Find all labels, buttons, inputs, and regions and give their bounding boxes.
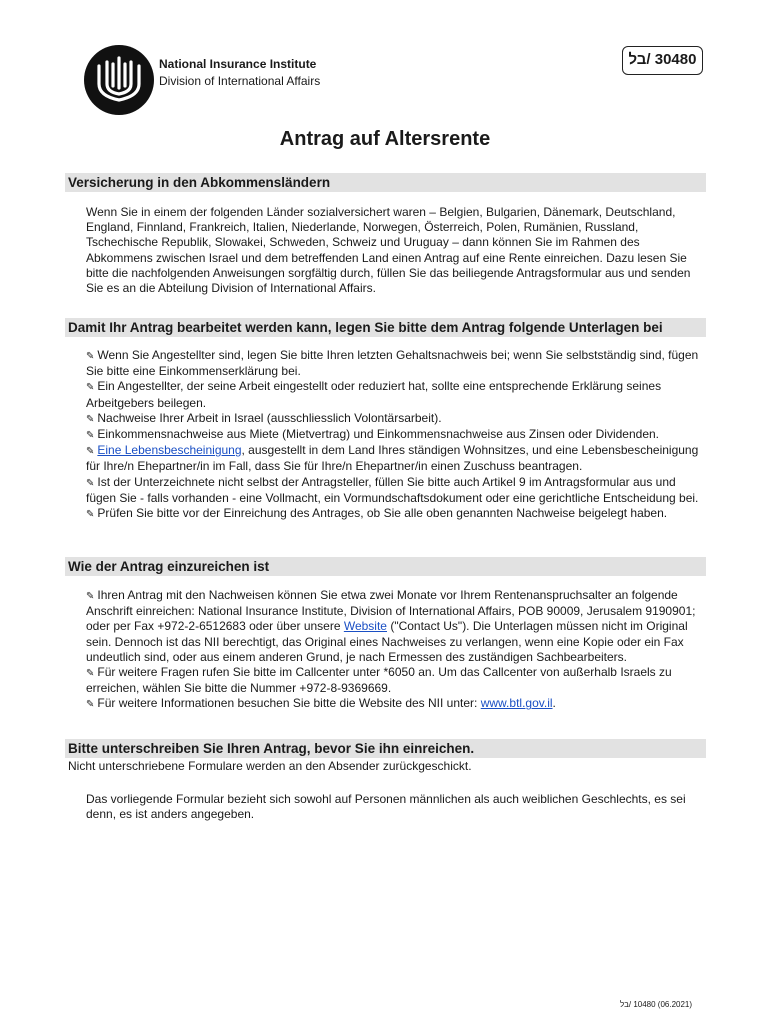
btl-website-link[interactable]: www.btl.gov.il <box>480 696 553 711</box>
list-item: ✎ Nachweise Ihrer Arbeit in Israel (ausschliesslich Volontärsarbeit). <box>86 410 442 425</box>
pencil-icon: ✎ <box>86 430 95 442</box>
submission-list <box>86 588 708 713</box>
life-certificate-link[interactable]: Eine Lebensbescheinigung <box>97 443 242 458</box>
list-item: ✎ Ihren Antrag mit den Nachweisen können Sie etwa zwei Monate vor Ihrem Rentenanspruchsalter an folgende Anschrift einreichen: National Insurance Institute, Division of International Affairs, POB 90009, Jerusalem 9190901; oder per Fax +972-2-6512683 oder über unsere Website ("Contact Us"). Die Unterlagen müssen nicht im Original sein. Dennoch ist das NII berechtigt, das Original eines Nachweises zu verlangen, wenn eine Kopie oder ein Fax undeutlich sind, oder aus einem anderen Grund, je nach Ermessen des zuständigen Sachbearbeiters. <box>86 588 696 664</box>
pencil-icon: ✎ <box>86 668 95 680</box>
pencil-icon: ✎ <box>86 591 95 602</box>
list-item: ✎ Für weitere Informationen besuchen Sie bitte die Website des NII unter: www.btl.gov.il. <box>86 696 556 711</box>
form-number-badge: 30480 /בל <box>622 46 703 75</box>
list-item: ✎ Ist der Unterzeichnete nicht selbst der Antragsteller, füllen Sie bitte auch Artikel 9 im Antragsformular aus und fügen Sie - falls vorhanden - eine Vollmacht, ein Vormundschaftsdokument oder eine gerichtliche Entscheidung bei. <box>86 474 699 505</box>
gender-note: Das vorliegende Formular bezieht sich sowohl auf Personen männlichen als auch weiblichen Geschlechts, es sei denn, es ist anders angegeben. <box>86 792 686 822</box>
list-item: ✎ Für weitere Fragen rufen Sie bitte im Callcenter unter *6050 an. Um das Callcenter von außerhalb Israels zu erreichen, wählen Sie bitte die Nummer +972-8-9369669. <box>86 665 672 696</box>
pencil-icon: ✎ <box>86 509 95 521</box>
section-heading-signature: Bitte unterschreiben Sie Ihren Antrag, bevor Sie ihn einreichen. <box>65 739 706 758</box>
intro-paragraph: Wenn Sie in einem der folgenden Länder sozialversichert waren – Belgien, Bulgarien, Dänemark, Deutschland, England, Finnland, Frankreich, Italien, Niederlande, Norwegen, Österreich, Polen, Rumänien, Russland, Tschechische Republik, Slowakei, Schweden, Schweiz und Uruguay – dann können Sie im Rahmen des Abkommens zwischen Israel und dem betreffenden Land einen Antrag auf eine Rente einreichen. Dazu lesen Sie bitte die nachfolgenden Anweisungen sorgfältig durch, füllen Sie das beiliegende Antragsformular aus und senden Sie es an die Abteilung Division of International Affairs. <box>86 205 691 296</box>
pencil-icon: ✎ <box>86 351 95 362</box>
footer-form-code: (06.2021) 10480 /בל <box>620 1000 693 1009</box>
documents-list <box>86 348 708 522</box>
pencil-icon: ✎ <box>86 446 95 458</box>
list-item: ✎ Prüfen Sie bitte vor der Einreichung des Antrages, ob Sie alle oben genannten Nachweise beigelegt haben. <box>86 506 668 521</box>
pencil-icon: ✎ <box>86 382 95 394</box>
list-item: ✎ Einkommensnachweise aus Miete (Mietvertrag) und Einkommensnachweise aus Zinsen oder Dividenden. <box>86 427 659 442</box>
org-division: Division of International Affairs <box>159 74 321 88</box>
list-item: ✎ Eine Lebensbescheinigung, ausgestellt in dem Land Ihres ständigen Wohnsitzes, und eine Lebensbescheinigung für Ihre/n Ehepartner/in im Fall, dass Sie für Ihre/n Ehepartner/in einen Zuschuss beantragen. <box>86 443 699 474</box>
nii-logo <box>83 44 155 116</box>
list-item: ✎ Ein Angestellter, der seine Arbeit eingestellt oder reduziert hat, sollte eine entsprechende Erklärung seines Arbeitgebers beilegen. <box>86 379 662 410</box>
pencil-icon: ✎ <box>86 477 95 489</box>
list-item: ✎ Wenn Sie Angestellter sind, legen Sie bitte Ihren letzten Gehaltsnachweis bei; wenn Sie selbstständig sind, fügen Sie bitte eine Einkommenserklärung bei. <box>86 348 699 379</box>
pencil-icon: ✎ <box>86 699 95 711</box>
page-title: Antrag auf Altersrente <box>279 128 491 150</box>
website-link[interactable]: Website <box>343 619 387 634</box>
org-name: National Insurance Institute <box>159 57 317 71</box>
org-block <box>159 56 320 90</box>
section-heading-documents: Damit Ihr Antrag bearbeitet werden kann, legen Sie bitte dem Antrag folgende Unterlagen bei <box>65 318 706 337</box>
unsigned-note: Nicht unterschriebene Formulare werden an den Absender zurückgeschickt. <box>68 759 472 773</box>
pencil-icon: ✎ <box>86 413 95 425</box>
section-heading-countries: Versicherung in den Abkommensländern <box>65 173 706 192</box>
section-heading-submission: Wie der Antrag einzureichen ist <box>65 557 706 576</box>
